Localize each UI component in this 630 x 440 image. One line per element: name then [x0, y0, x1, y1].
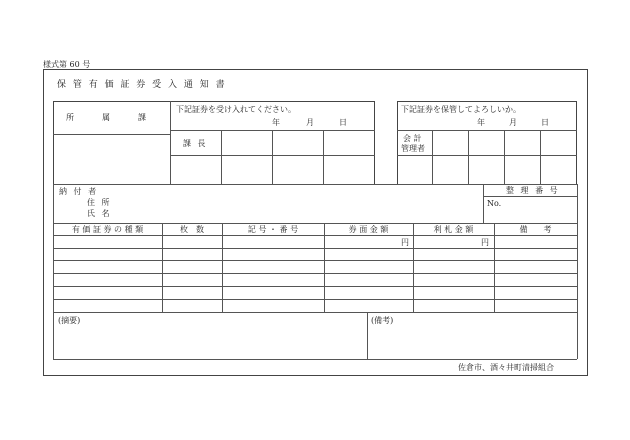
col-note: 備 考: [519, 225, 552, 234]
kaikei-label-2: 管理者: [401, 144, 425, 153]
accept-year: 年: [272, 118, 280, 127]
footer-org: 佐倉市、酒々井町清掃組合: [458, 363, 554, 372]
ref-no-label: 整 理 番 号: [506, 186, 560, 195]
col-face: 券 面 金 額: [348, 225, 389, 234]
col-code: 記 号 ・ 番 号: [247, 225, 299, 234]
remarks-label: (備考): [371, 316, 394, 325]
keep-year: 年: [477, 118, 485, 127]
payer-label: 納 付 者: [59, 187, 99, 196]
form-title: 保 管 有 価 証 券 受 入 通 知 書: [57, 80, 227, 90]
name-label: 氏 名: [87, 209, 112, 218]
no-label: No.: [487, 199, 502, 208]
col-count: 枚 数: [180, 225, 204, 234]
accept-day: 日: [339, 118, 347, 127]
form-number: 様式第 60 号: [43, 60, 91, 69]
accept-text: 下記証券を受け入れてください。: [176, 105, 296, 114]
coupon-yen: 円: [481, 238, 489, 247]
col-type: 有 価 証 券 の 種 類: [71, 225, 144, 234]
keep-text: 下記証券を保管してよろしいか。: [401, 105, 521, 114]
face-yen: 円: [401, 238, 409, 247]
col-coupon: 利 札 金 額: [433, 225, 474, 234]
kacho-label: 課 長: [183, 139, 208, 148]
address-label: 住 所: [87, 198, 112, 207]
keep-month: 月: [509, 118, 517, 127]
keep-day: 日: [541, 118, 549, 127]
accept-month: 月: [306, 118, 314, 127]
summary-label: (摘要): [58, 316, 81, 325]
kaikei-label-1: 会 計: [403, 134, 422, 143]
dept-label: 所 属 課: [66, 113, 150, 122]
